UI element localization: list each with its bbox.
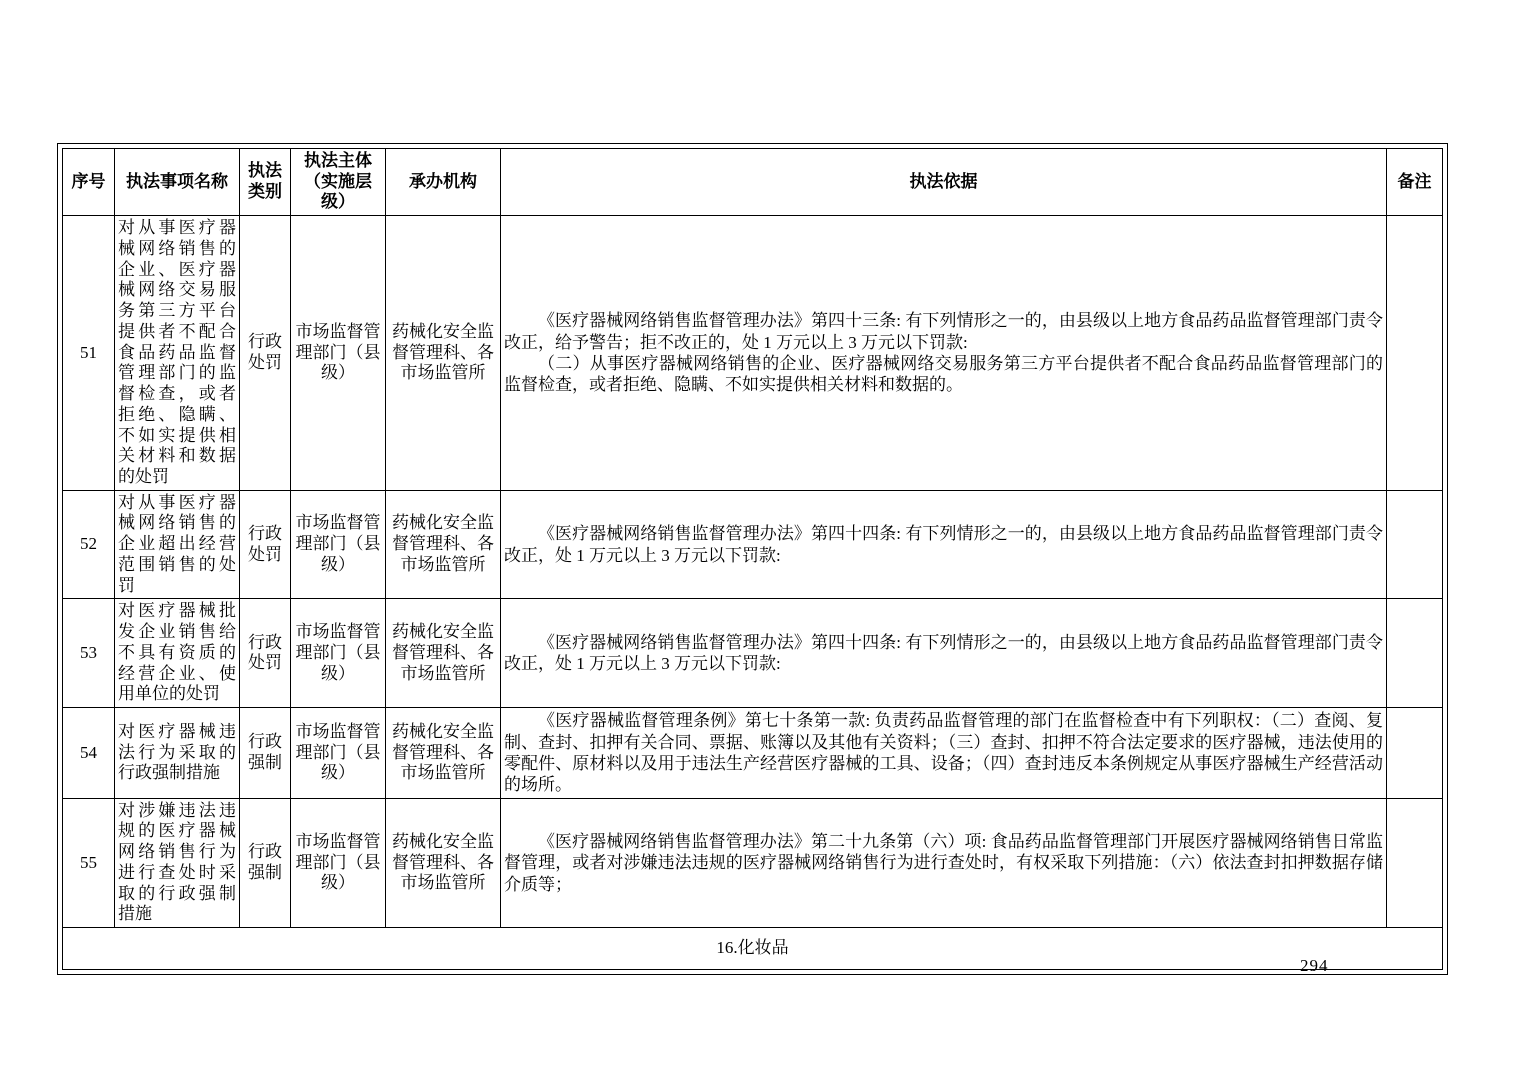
cell-category: 行政强制 bbox=[240, 798, 291, 927]
cell-item-name: 对医疗器械批发企业销售给不具有资质的经营企业、使用单位的处罚 bbox=[115, 599, 240, 708]
cell-subject: 市场监督管理部门（县级） bbox=[291, 490, 386, 599]
cell-subject: 市场监督管理部门（县级） bbox=[291, 798, 386, 927]
enforcement-table bbox=[62, 148, 1443, 970]
cell-basis bbox=[501, 216, 1387, 491]
cell-subject: 市场监督管理部门（县级） bbox=[291, 708, 386, 799]
header-category: 执法类别 bbox=[240, 149, 291, 216]
header-agency: 承办机构 bbox=[386, 149, 501, 216]
cell-no: 51 bbox=[63, 216, 115, 491]
table-header-row bbox=[63, 149, 1443, 216]
cell-agency: 药械化安全监督管理科、各市场监管所 bbox=[386, 708, 501, 799]
cell-no: 55 bbox=[63, 798, 115, 927]
cell-agency: 药械化安全监督管理科、各市场监管所 bbox=[386, 216, 501, 491]
table-row-51 bbox=[63, 216, 1443, 491]
cell-agency: 药械化安全监督管理科、各市场监管所 bbox=[386, 599, 501, 708]
table-row-55 bbox=[63, 798, 1443, 927]
basis-paragraph: 《医疗器械网络销售监督管理办法》第四十三条: 有下列情形之一的，由县级以上地方食品药品监督管理部门责令改正，给予警告；拒不改正的，处 1 万元以上 3 万元以下罚款: bbox=[504, 311, 1383, 352]
cell-category: 行政处罚 bbox=[240, 216, 291, 491]
header-no: 序号 bbox=[63, 149, 115, 216]
cell-agency: 药械化安全监督管理科、各市场监管所 bbox=[386, 798, 501, 927]
cell-category: 行政处罚 bbox=[240, 490, 291, 599]
header-item-name: 执法事项名称 bbox=[115, 149, 240, 216]
table-row-54 bbox=[63, 708, 1443, 799]
cell-agency: 药械化安全监督管理科、各市场监管所 bbox=[386, 490, 501, 599]
header-subject: 执法主体（实施层级） bbox=[291, 149, 386, 216]
cell-category: 行政强制 bbox=[240, 708, 291, 799]
cell-remark bbox=[1387, 708, 1443, 799]
cell-remark bbox=[1387, 490, 1443, 599]
cell-basis bbox=[501, 599, 1387, 708]
basis-paragraph: （二）从事医疗器械网络销售的企业、医疗器械网络交易服务第三方平台提供者不配合食品药品监督管理部门的监督检查，或者拒绝、隐瞒、不如实提供相关材料和数据的。 bbox=[504, 353, 1383, 395]
cell-remark bbox=[1387, 216, 1443, 491]
section-divider-row bbox=[63, 928, 1443, 970]
enforcement-table-frame bbox=[57, 143, 1448, 975]
cell-basis bbox=[501, 490, 1387, 599]
basis-paragraph: 《医疗器械监督管理条例》第七十条第一款: 负责药品监督管理的部门在监督检查中有下列职权：（二）查阅、复制、查封、扣押有关合同、票据、账簿以及其他有关资料；（三）查封、扣押不符合法定要求的医疗器械，违法使用的零配件、原材料以及用于违法生产经营医疗器械的工具、设备；（四）查封违反本条例规定从事医疗器械生产经营活动的场所。 bbox=[504, 711, 1383, 795]
table-row-52 bbox=[63, 490, 1443, 599]
cell-category: 行政处罚 bbox=[240, 599, 291, 708]
cell-no: 54 bbox=[63, 708, 115, 799]
section-title-cosmetics: 16.化妆品 bbox=[63, 928, 1443, 970]
table-row-53 bbox=[63, 599, 1443, 708]
cell-remark bbox=[1387, 798, 1443, 927]
cell-no: 52 bbox=[63, 490, 115, 599]
basis-paragraph: 《医疗器械网络销售监督管理办法》第四十四条: 有下列情形之一的，由县级以上地方食品药品监督管理部门责令改正，处 1 万元以上 3 万元以下罚款: bbox=[504, 524, 1383, 565]
header-remark: 备注 bbox=[1387, 149, 1443, 216]
cell-item-name: 对从事医疗器械网络销售的企业、医疗器械网络交易服务第三方平台提供者不配合食品药品监督管理部门的监督检查，或者拒绝、隐瞒、不如实提供相关材料和数据的处罚 bbox=[115, 216, 240, 491]
cell-basis bbox=[501, 708, 1387, 799]
cell-item-name: 对医疗器械违法行为采取的行政强制措施 bbox=[115, 708, 240, 799]
cell-item-name: 对从事医疗器械网络销售的企业超出经营范围销售的处罚 bbox=[115, 490, 240, 599]
cell-no: 53 bbox=[63, 599, 115, 708]
cell-item-name: 对涉嫌违法违规的医疗器械网络销售行为进行查处时采取的行政强制措施 bbox=[115, 798, 240, 927]
header-basis: 执法依据 bbox=[501, 149, 1387, 216]
cell-remark bbox=[1387, 599, 1443, 708]
cell-subject: 市场监督管理部门（县级） bbox=[291, 216, 386, 491]
basis-paragraph: 《医疗器械网络销售监督管理办法》第四十四条: 有下列情形之一的，由县级以上地方食品药品监督管理部门责令改正，处 1 万元以上 3 万元以下罚款: bbox=[504, 632, 1383, 674]
cell-subject: 市场监督管理部门（县级） bbox=[291, 599, 386, 708]
basis-paragraph: 《医疗器械网络销售监督管理办法》第二十九条第（六）项: 食品药品监督管理部门开展医疗器械网络销售日常监督管理，或者对涉嫌违法违规的医疗器械网络销售行为进行查处时，有权采取下列措施：（六）依法查封扣押数据存储介质等； bbox=[504, 831, 1383, 894]
cell-basis bbox=[501, 798, 1387, 927]
page-number: 294 bbox=[1300, 956, 1329, 975]
